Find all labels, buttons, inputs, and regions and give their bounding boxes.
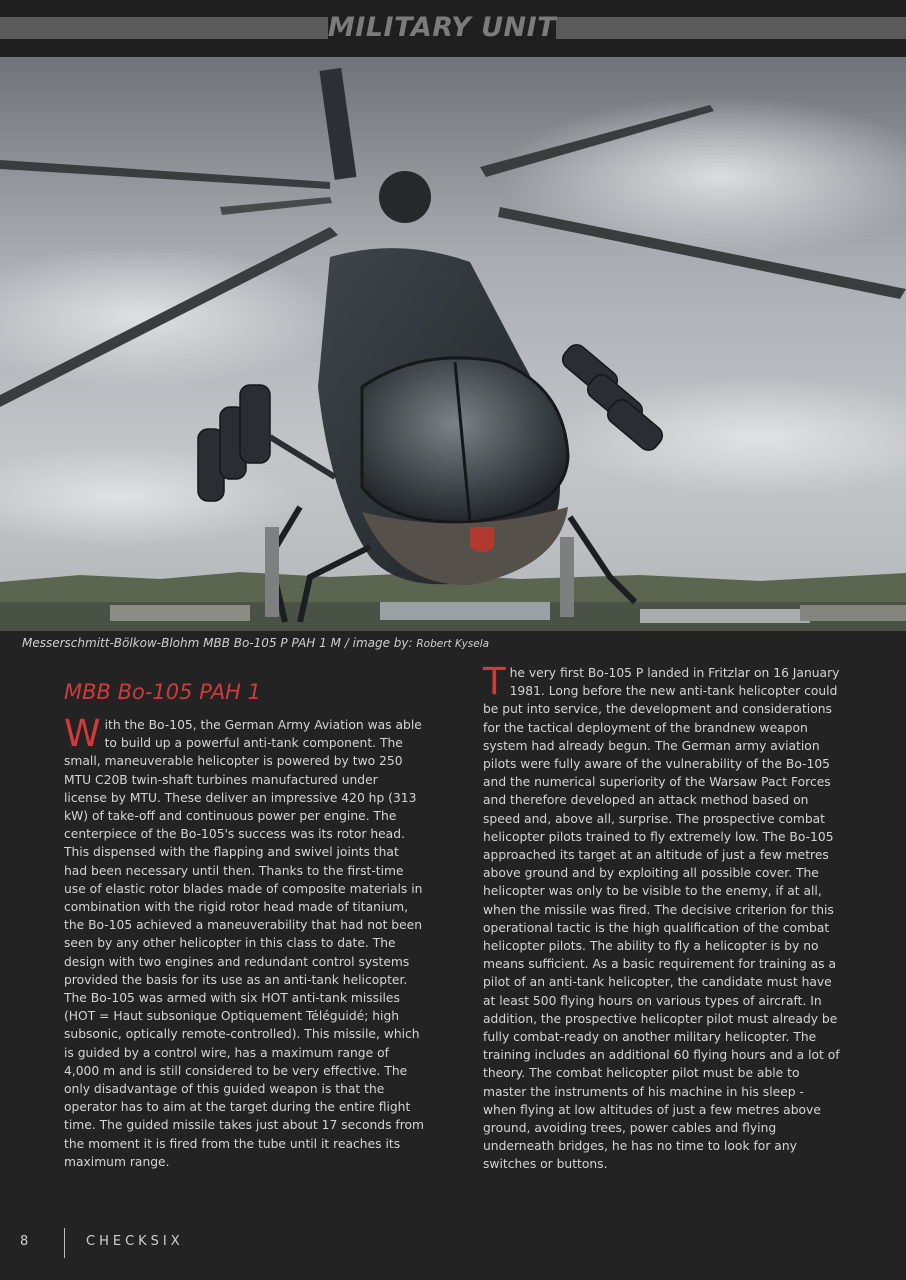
article-paragraph-left	[64, 712, 424, 1171]
photo-credit: Robert Kysela	[416, 638, 490, 650]
drop-cap-w: W	[64, 712, 101, 755]
section-title: MILITARY UNIT	[327, 12, 557, 43]
article-column-left	[64, 678, 424, 1171]
page-header	[0, 0, 906, 56]
article-title: MBB Bo-105 PAH 1	[64, 680, 262, 704]
paragraph-text-left: ith the Bo-105, the German Army Aviation was able to build up a powerful anti-tank component. The small, maneuverable helicopter is powered by two 250 MTU C20B twin-shaft turbines manufactured under license by MTU. These deliver an impressive 420 hp (313 kW) of take-off and continuous power per engine. The centerpiece of the Bo-105's success was its rotor head. This dispensed with the flapping and swivel joints that had been necessary until then. Thanks to the first-time use of elastic rotor blades made of composite materials in combination with the rigid rotor head made of titanium, the Bo-105 achieved a maneuverability that had not been seen by any other helicopter in this class to date. The design with two engines and redundant control systems provided the basis for its use as an anti-tank helicopter. The Bo-105 was armed with six HOT anti-tank missiles (HOT = Haut subsonique Optiquement Téléguidé; high subsonic, optically remote-controlled). This missile, which is guided by a control wire, has a maximum range of 4,000 m and is still considered to be very effective. The only disadvantage of this guided weapon is that the operator has to aim at the target during the entire flight time. The guided missile takes just about 17 seconds from the moment it is fired from the tube until it reaches its maximum range.	[64, 718, 424, 1169]
article-column-right	[483, 660, 841, 1174]
header-bar-left	[0, 17, 328, 39]
drop-cap-t: T	[483, 660, 506, 703]
footer-divider	[64, 1228, 65, 1258]
photo-caption	[22, 634, 882, 653]
header-bar-right	[556, 17, 906, 39]
article-paragraph-right	[483, 660, 841, 1174]
helicopter-photo	[0, 57, 906, 631]
caption-text: Messerschmitt-Bölkow-Blohm MBB Bo-105 P PAH 1 M / image by:	[22, 636, 417, 650]
magazine-brand: CHECKSIX	[86, 1234, 184, 1249]
paragraph-text-right: he very first Bo-105 P landed in Fritzlar on 16 January 1981. Long before the new anti-tank helicopter could be put into service, the development and considerations for the tactical deployment of the brandnew weapon system had already begun. The German army aviation pilots were fully aware of the vulnerability of the Bo-105 and the numerical superiority of the Warsaw Pact Forces and therefore developed an attack method based on speed and, above all, surprise. The prospective combat helicopter pilots trained to fly extremely low. The Bo-105 approached its target at an altitude of just a few metres above ground and by exploiting all possible cover. The helicopter was only to be visible to the enemy, if at all, when the missile was fired. The decisive criterion for this operational tactic is the high qualification of the combat helicopter pilots. The ability to fly a helicopter is by no means sufficient. As a basic requirement for training as a pilot of an anti-tank helicopter, the candidate must have at least 500 flying hours on various types of aircraft. In addition, the prospective helicopter pilot must already be fully combat-ready on another military helicopter. The training includes an additional 60 flying hours and a lot of theory. The combat helicopter pilot must be able to master the instruments of his machine in his sleep - when flying at low altitudes of just a few metres above ground, avoiding trees, power cables and flying underneath bridges, he has no time to look for any switches or buttons.	[483, 666, 840, 1172]
page-number: 8	[20, 1234, 29, 1249]
